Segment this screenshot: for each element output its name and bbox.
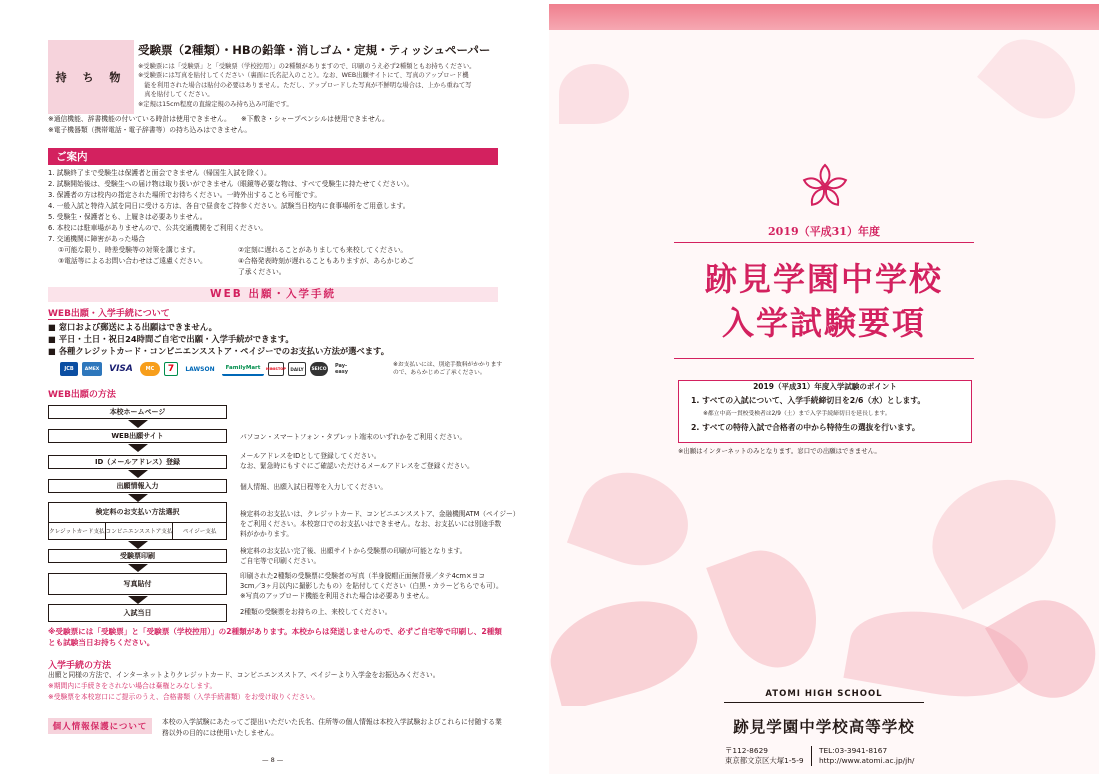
lawson-logo: LAWSON — [182, 362, 218, 376]
flow-arrow-icon — [48, 541, 227, 549]
petal-decoration — [706, 537, 832, 681]
guidance-list: 1. 試験終了まで受験生は保護者と面会できません（帰国生入試を除く）。 2. 試験開始後は、受験生への届け物は取り扱いができません（眼鏡等必要な物は、すべて受験生に持たせてください）。 3. 保護者の方は校内の指定された場所でお待ちください。一時外出することも可能です。 4. 一般入試と特待入試を同日に受ける方は、各自で昼食をご持参ください。試験当日校内に食事場所をご用意します。 5. 受験生・保護者とも、上履きは必要ありません。 6. 本校には駐車場がありませんので、公共交通機関をご利用ください。 7. 交通機関に障害があった場合 ①可能な限り、時差受験等の対策を講じます。 ②定刻に遅れることがありましても来校してください。 ③電話等によるお問い合わせはご遠慮ください。 ④合格発表時刻が遅れることもありますが、あらかじめご了承ください。 — [48, 168, 503, 278]
contact-block: TEL:03-3941-8167 http://www.atomi.ac.jp/jh/ — [819, 746, 915, 765]
seicomart-logo: SEICO — [310, 362, 328, 376]
flow-arrow-icon — [48, 470, 227, 478]
privacy-label: 個人情報保護について — [48, 718, 152, 734]
list-item: 7. 交通機関に障害があった場合 — [48, 235, 145, 243]
flow-arrow-icon — [48, 444, 227, 452]
list-item: 3. 保護者の方は校内の指定された場所でお待ちください。一時外出することも可能です。 — [48, 191, 322, 199]
jcb-logo: JCB — [60, 362, 78, 376]
pay-option-credit: クレジットカード支払 — [49, 523, 106, 539]
amex-logo: AMEX — [82, 362, 102, 376]
title-line-1: 跡見学園中学校 — [704, 260, 943, 298]
point-2: 2. すべての特待入試で合格者の中から特待生の選抜を行います。 — [691, 423, 920, 432]
ticket-warning: ※受験票には「受験票」と「受験票（学校控用）」の2種類があります。本校からは発送しませんので、必ずご自宅等で印刷し、2種類とも試験当日お持ちください。 — [48, 627, 502, 647]
pay-option-payeasy: ペイジー支払 — [182, 529, 217, 535]
address-divider — [811, 746, 812, 766]
top-band — [549, 4, 1099, 30]
list-item: 5. 受験生・保護者とも、上履きは必要ありません。 — [48, 213, 207, 221]
cherry-blossom-emblem-icon — [797, 159, 853, 215]
flow-step-photo: 写真貼付 — [48, 573, 227, 595]
left-page: 持 ち 物 受験票（2種類）・HBの鉛筆・消しゴム・定規・ティッシュペーパー ※受験票には「受験票」と「受験票（学校控用）」の2種類がありますので、印刷のうえ必ず2種類ともお持ちください。 ※受験票には写真を貼付してください（裏面に氏名記入のこと）。なお、WEB出願サイトにて、写真のアップロード機 能を利用された場合は貼付の必要はありません。ただし、アップロードした写真が不鮮明な場合は、上から重ねて写 真を貼付してください。 ※定規は15cm程度の直線定規のみ持ち込み可能です。 ※通信機能、辞書機能の付いている時計は使用できません。 ※下敷き・シャープペンシルは使用できません。 ※電子機器類（携帯電話・電子辞書等）の持ち込みはできません。 ご案内 1. 試験終了まで受験生は保護者と面会できません（帰国生入試を除く）。 2. 試験開始後は、受験生への届け物は取り扱いができません（眼鏡等必要な物は、すべて受験生に持たせてください）。 3. 保護者の方は校内の指定された場所でお待ちください。一時外出することも可能です。 4. 一般入試と特待入試を同日に受ける方は、各自で昼食をご持参ください。試験当日校内に食事場所をご用意します。 5. 受験生・保護者とも、上履きは必要ありません。 6. 本校には駐車場がありませんので、公共交通機関をご利用ください。 7. 交通機関に障害があった場合 ①可能な限り、時差受験等の対策を講じます。 ②定刻に遅れることがありましても来校してください。 ③電話等によるお問い合わせはご遠慮ください。 ④合格発表時刻が遅れることもありますが、あらかじめご了承ください。 WEB 出願・入学手続 WEB出願・入学手続について ■ 窓口および郵送による出願はできません。 ■ 平日・土日・祝日24時間ご自宅で出願・入学手続ができます。 ■ 各種クレジットカード・コンビニエンスストア・ペイジーでのお支払い方法が選べます。 JCB AMEX VISA MC 7 LAWSON FamilyMart MINISTOP DAILY SEICO Pay-easy ※お支払いには、別途手数料がかかりますので、あらかじめご了承ください。 WEB出願の方法 本校ホームページ WEB出願サイト パソコン・スマートフォン・タブレット端末のいずれかをご利用ください。 ID（メールアドレス）登録 メールアドレスをIDとして登録してください。 なお、緊急時にもすぐにご確認いただけるメールアドレスをご登録ください。 出願情報入力 個人情報、出願入試日程等を入力してください。 検定料のお支払い方法選択 クレジットカード支払 コンビニエンスストア支払 ペイジー支払 検定料のお支払いは、クレジットカード、コンビニエンスストア、金融機関ATM（ペイジー） をご利用ください。本校窓口でのお支払いはできません。なお、お支払いには別途手数 料がかかります。 受験票印刷 検定料のお支払い完了後、出願サイトから受験票の印刷が可能となります。 ご自宅等で印刷ください。 写真貼付 印刷された2種類の受験票に受験者の写真（半身脱帽正面無背景／タテ4cm×ヨコ 3cm／3ヶ月以内に撮影したもの）を貼付してください（白黒・カラーどちらでも可）。 ※写真のアップロード機能を利用された場合は必要ありません。 入試当日 2種類の受験票をお持ちの上、来校してください。 ※受験票には「受験票」と「受験票（学校控用）」の2種類があります。本校からは発送しませんので、必ずご自宅等で印刷し、2種類とも試験当日お持ちください。 入学手続の方法 出願と同様の方法で、インターネットよりクレジットカード、コンビニエンスストア、ペイジーより入学金をお振込みください。 ※期間内に手続きをされない場合は棄権とみなします。 ※受験票を本校窓口にご提示のうえ、合格書類（入学手続書類）をお受け取りください。 個人情報保護について 本校の入学試験にあたってご提出いただいた氏名、住所等の個人情報は本校入学試験およびこれらに付随する業務以外の目的には使用いたしません。 — 8 — — [0, 0, 520, 779]
payment-logos — [60, 362, 358, 376]
ministop-logo: MINISTOP — [268, 362, 284, 376]
title-rule-top — [674, 242, 974, 243]
flow-arrow-icon — [48, 596, 227, 604]
web-about-title: WEB出願・入学手続について — [48, 306, 170, 320]
procedure-title: 入学手続の方法 — [48, 661, 112, 671]
petal-decoration — [567, 458, 701, 580]
web-heading: WEB 出願・入学手続 — [48, 287, 498, 302]
privacy-text: 本校の入学試験にあたってご提出いただいた氏名、住所等の個人情報は本校入学試験およびこれらに付随する業務以外の目的には使用いたしません。 — [162, 718, 502, 737]
list-item: 4. 一般入試と特待入試を同日に受ける方は、各自で昼食をご持参ください。試験当日校内に食事場所をご用意します。 — [48, 202, 410, 210]
belongings-label: 持 ち 物 — [48, 40, 134, 114]
flow-arrow-icon — [48, 564, 227, 572]
guidance-heading: ご案内 — [48, 148, 498, 165]
school-name-jp: 跡見学園中学校高等学校 — [733, 718, 915, 736]
cover-page — [549, 4, 1099, 774]
website-link[interactable]: http://www.atomi.ac.jp/jh/ — [819, 756, 915, 765]
flow-arrow-icon — [48, 494, 227, 502]
visa-logo: VISA — [106, 362, 136, 376]
belongings-notes: ※受験票には「受験票」と「受験票（学校控用）」の2種類がありますので、印刷のうえ必ず2種類ともお持ちください。 ※受験票には写真を貼付してください（裏面に氏名記入のこと）。なお、WEB出願サイトにて、写真のアップロード機 能を利用された場合は貼付の必要はありません。ただし、アップロードした写真が不鮮明な場合は、上から重ねて写 真を貼付してください。 ※定規は15cm程度の直線定規のみ持ち込み可能です。 — [138, 63, 476, 108]
flow-step-info-input: 出願情報入力 — [48, 479, 227, 493]
pay-easy-logo: Pay-easy — [332, 362, 358, 376]
flow-arrow-icon — [48, 420, 227, 428]
belongings-section — [48, 40, 498, 114]
list-item: 6. 本校には駐車場がありませんので、公共交通機関をご利用ください。 — [48, 224, 268, 232]
seven-eleven-logo: 7 — [164, 362, 178, 376]
mastercard-logo: MC — [140, 362, 160, 376]
exam-points-box — [678, 380, 972, 443]
procedure-text: 出願と同様の方法で、インターネットよりクレジットカード、コンビニエンスストア、ペイジーより入学金をお振込みください。 ※期間内に手続きをされない場合は棄権とみなします。 ※受験票を本校窓口にご提示のうえ、合格書類（入学手続書類）をお受け取りください。 — [48, 671, 440, 701]
belongings-title: 受験票（2種類）・HBの鉛筆・消しゴム・定規・ティッシュペーパー — [138, 43, 491, 57]
address-block: 〒112-8629 東京都文京区大塚1-5-9 — [725, 746, 804, 765]
flow-step-web-site: WEB出願サイト — [48, 429, 227, 443]
petal-decoration — [559, 64, 629, 124]
points-title: 2019（平成31）年度入学試験のポイント — [747, 382, 903, 391]
exam-year: 2019（平成31）年度 — [768, 225, 880, 238]
school-name-en: ATOMI HIGH SCHOOL — [765, 689, 883, 699]
flow-step-homepage: 本校ホームページ — [48, 405, 227, 419]
flow-step-id-registration: ID（メールアドレス）登録 — [48, 455, 227, 469]
web-bullets: ■ 窓口および郵送による出願はできません。 ■ 平日・土日・祝日24時間ご自宅で出願・入学手続ができます。 ■ 各種クレジットカード・コンビニエンスストア・ペイジーでのお支払い方法が選べます。 — [48, 322, 389, 356]
familymart-logo: FamilyMart — [222, 362, 264, 376]
petal-decoration — [977, 23, 1091, 134]
petal-decoration — [913, 458, 1076, 610]
list-item: 1. 試験終了まで受験生は保護者と面会できません（帰国生入試を除く）。 — [48, 169, 271, 177]
flow-step-exam-day: 入試当日 — [48, 604, 227, 622]
fee-note: ※お支払いには、別途手数料がかかりますので、あらかじめご了承ください。 — [393, 362, 503, 376]
flow-step-payment: 検定料のお支払い方法選択 クレジットカード支払 コンビニエンスストア支払 ペイジー支払 — [48, 502, 227, 540]
title-line-2: 入学試験要項 — [721, 304, 926, 342]
list-item: 2. 試験開始後は、受験生への届け物は取り扱いができません（眼鏡等必要な物は、すべて受験生に持たせてください）。 — [48, 180, 414, 188]
pay-option-convenience: コンビニエンスストア支払 — [106, 523, 174, 539]
general-notes: ※通信機能、辞書機能の付いている時計は使用できません。 ※下敷き・シャープペンシルは使用できません。 ※電子機器類（携帯電話・電子辞書等）の持ち込みはできません。 — [48, 115, 389, 134]
application-footnote: ※出願はインターネットのみとなります。窓口での出願はできません。 — [678, 447, 881, 455]
web-method-title: WEB出願の方法 — [48, 390, 116, 400]
page-number: — 8 — — [262, 756, 284, 764]
point-1-note: ※都立中高一貫校受検者は2/9（土）まで入学手続締切日を延長します。 — [703, 411, 891, 417]
title-rule-bottom — [674, 358, 974, 359]
footer-rule — [724, 702, 924, 703]
flow-step-print: 受験票印刷 — [48, 549, 227, 563]
point-1: 1. すべての入試について、入学手続締切日を2/6（水）とします。 — [691, 396, 926, 405]
daily-yamazaki-logo: DAILY — [288, 362, 306, 376]
